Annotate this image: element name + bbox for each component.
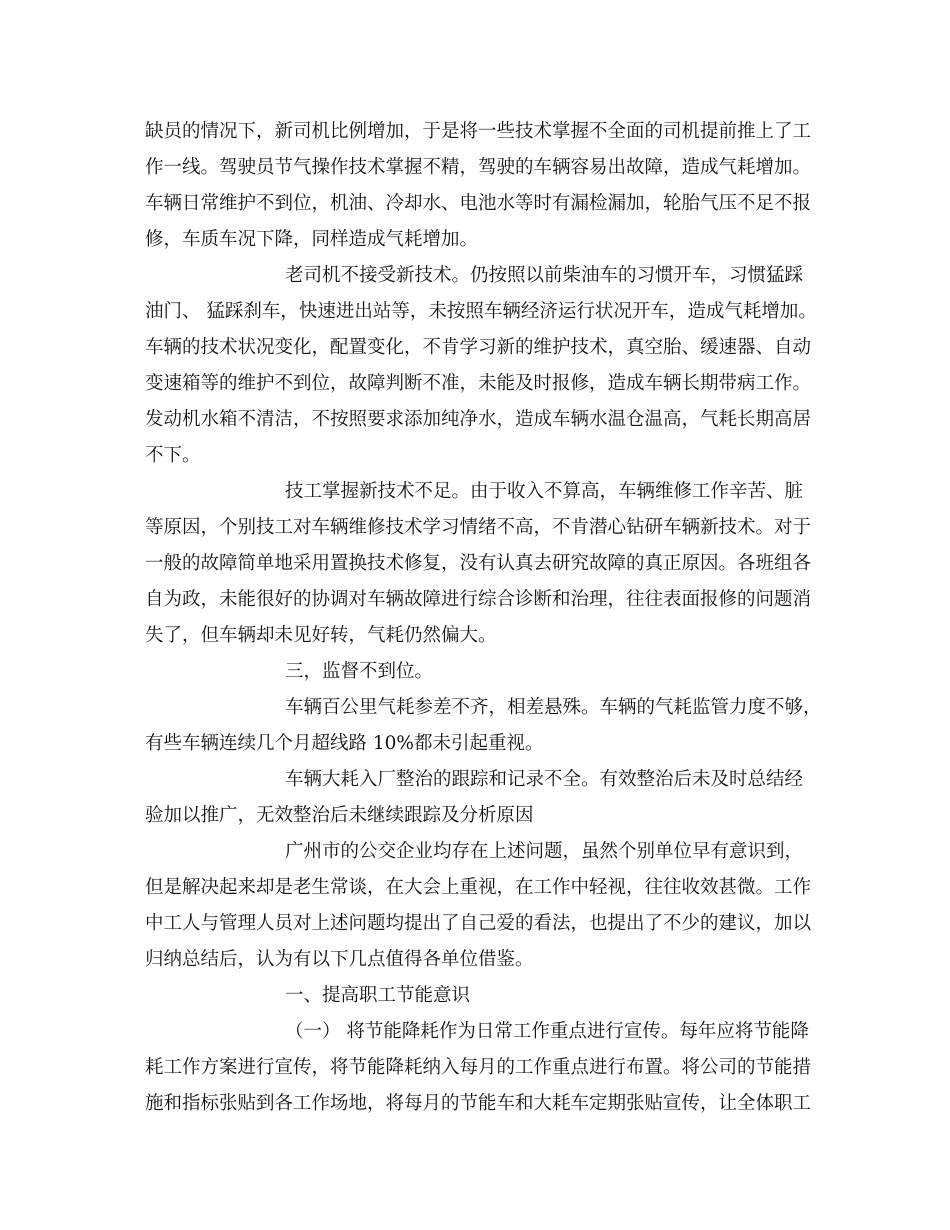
section-heading: 三，监督不到位。 [285, 661, 434, 682]
text-line: 中工人与管理人员对上述问题均提出了自己爱的看法，也提出了不少的建议，加以 [145, 913, 812, 934]
paragraph-start-line: 广州市的公交企业均存在上述问题，虽然个别单位早有意识到， [285, 841, 804, 862]
text-line: 失了，但车辆却未见好转，气耗仍然偏大。 [145, 625, 497, 646]
text-line: 施和指标张贴到各工作场地，将每月的节能车和大耗车定期张贴宣传，让全体职工 [145, 1093, 812, 1114]
text-line: 有些车辆连续几个月超线路 10%都未引起重视。 [145, 733, 544, 754]
text-line: 但是解决起来却是老生常谈，在大会上重视，在工作中轻视，往往收效甚微。工作 [145, 877, 812, 898]
paragraph-start-line: （一） 将节能降耗作为日常工作重点进行宣传。每年应将节能降 [285, 1021, 809, 1042]
text-line: 归纳总结后，认为有以下几点值得各单位借鉴。 [145, 949, 534, 970]
text-line: 变速箱等的维护不到位，故障判断不准，未能及时报修，造成车辆长期带病工作。 [145, 373, 812, 394]
text-line: 修，车质车况下降，同样造成气耗增加。 [145, 229, 479, 250]
text-line: 车辆日常维护不到位，机油、冷却水、电池水等时有漏检漏加，轮胎气压不足不报 [145, 193, 812, 214]
paragraph-start-line: 车辆大耗入厂整治的跟踪和记录不全。有效整治后未及时总结经 [285, 769, 804, 790]
text-line: 缺员的情况下，新司机比例增加，于是将一些技术掌握不全面的司机提前推上了工 [145, 121, 812, 142]
paragraph-start-line: 技工掌握新技术不足。由于收入不算高，车辆维修工作辛苦、脏 [285, 481, 804, 502]
text-line: 等原因，个别技工对车辆维修技术学习情绪不高，不肯潜心钻研车辆新技术。对于 [145, 517, 812, 538]
text-line: 车辆的技术状况变化，配置变化，不肯学习新的维护技术，真空胎、缓速器、自动 [145, 337, 812, 358]
text-line: 耗工作方案进行宣传，将节能降耗纳入每月的工作重点进行布置。将公司的节能措 [145, 1057, 812, 1078]
section-heading: 一、提高职工节能意识 [285, 985, 471, 1006]
paragraph-start-line: 老司机不接受新技术。仍按照以前柴油车的习惯开车，习惯猛踩 [285, 265, 804, 286]
text-line: 不下。 [145, 445, 201, 466]
text-line: 自为政，未能很好的协调对车辆故障进行综合诊断和治理，往往表面报修的问题消 [145, 589, 812, 610]
text-line: 验加以推广，无效整治后未继续跟踪及分析原因 [145, 805, 534, 826]
text-line: 作一线。驾驶员节气操作技术掌握不精，驾驶的车辆容易出故障，造成气耗增加。 [145, 157, 812, 178]
text-line: 油门、 猛踩刹车，快速进出站等，未按照车辆经济运行状况开车，造成气耗增加。 [145, 301, 817, 322]
text-line: 发动机水箱不清洁，不按照要求添加纯净水，造成车辆水温仓温高，气耗长期高居 [145, 409, 812, 430]
text-line: 一般的故障简单地采用置换技术修复，没有认真去研究故障的真正原因。各班组各 [145, 553, 812, 574]
paragraph-start-line: 车辆百公里气耗参差不齐，相差悬殊。车辆的气耗监管力度不够， [285, 697, 822, 718]
